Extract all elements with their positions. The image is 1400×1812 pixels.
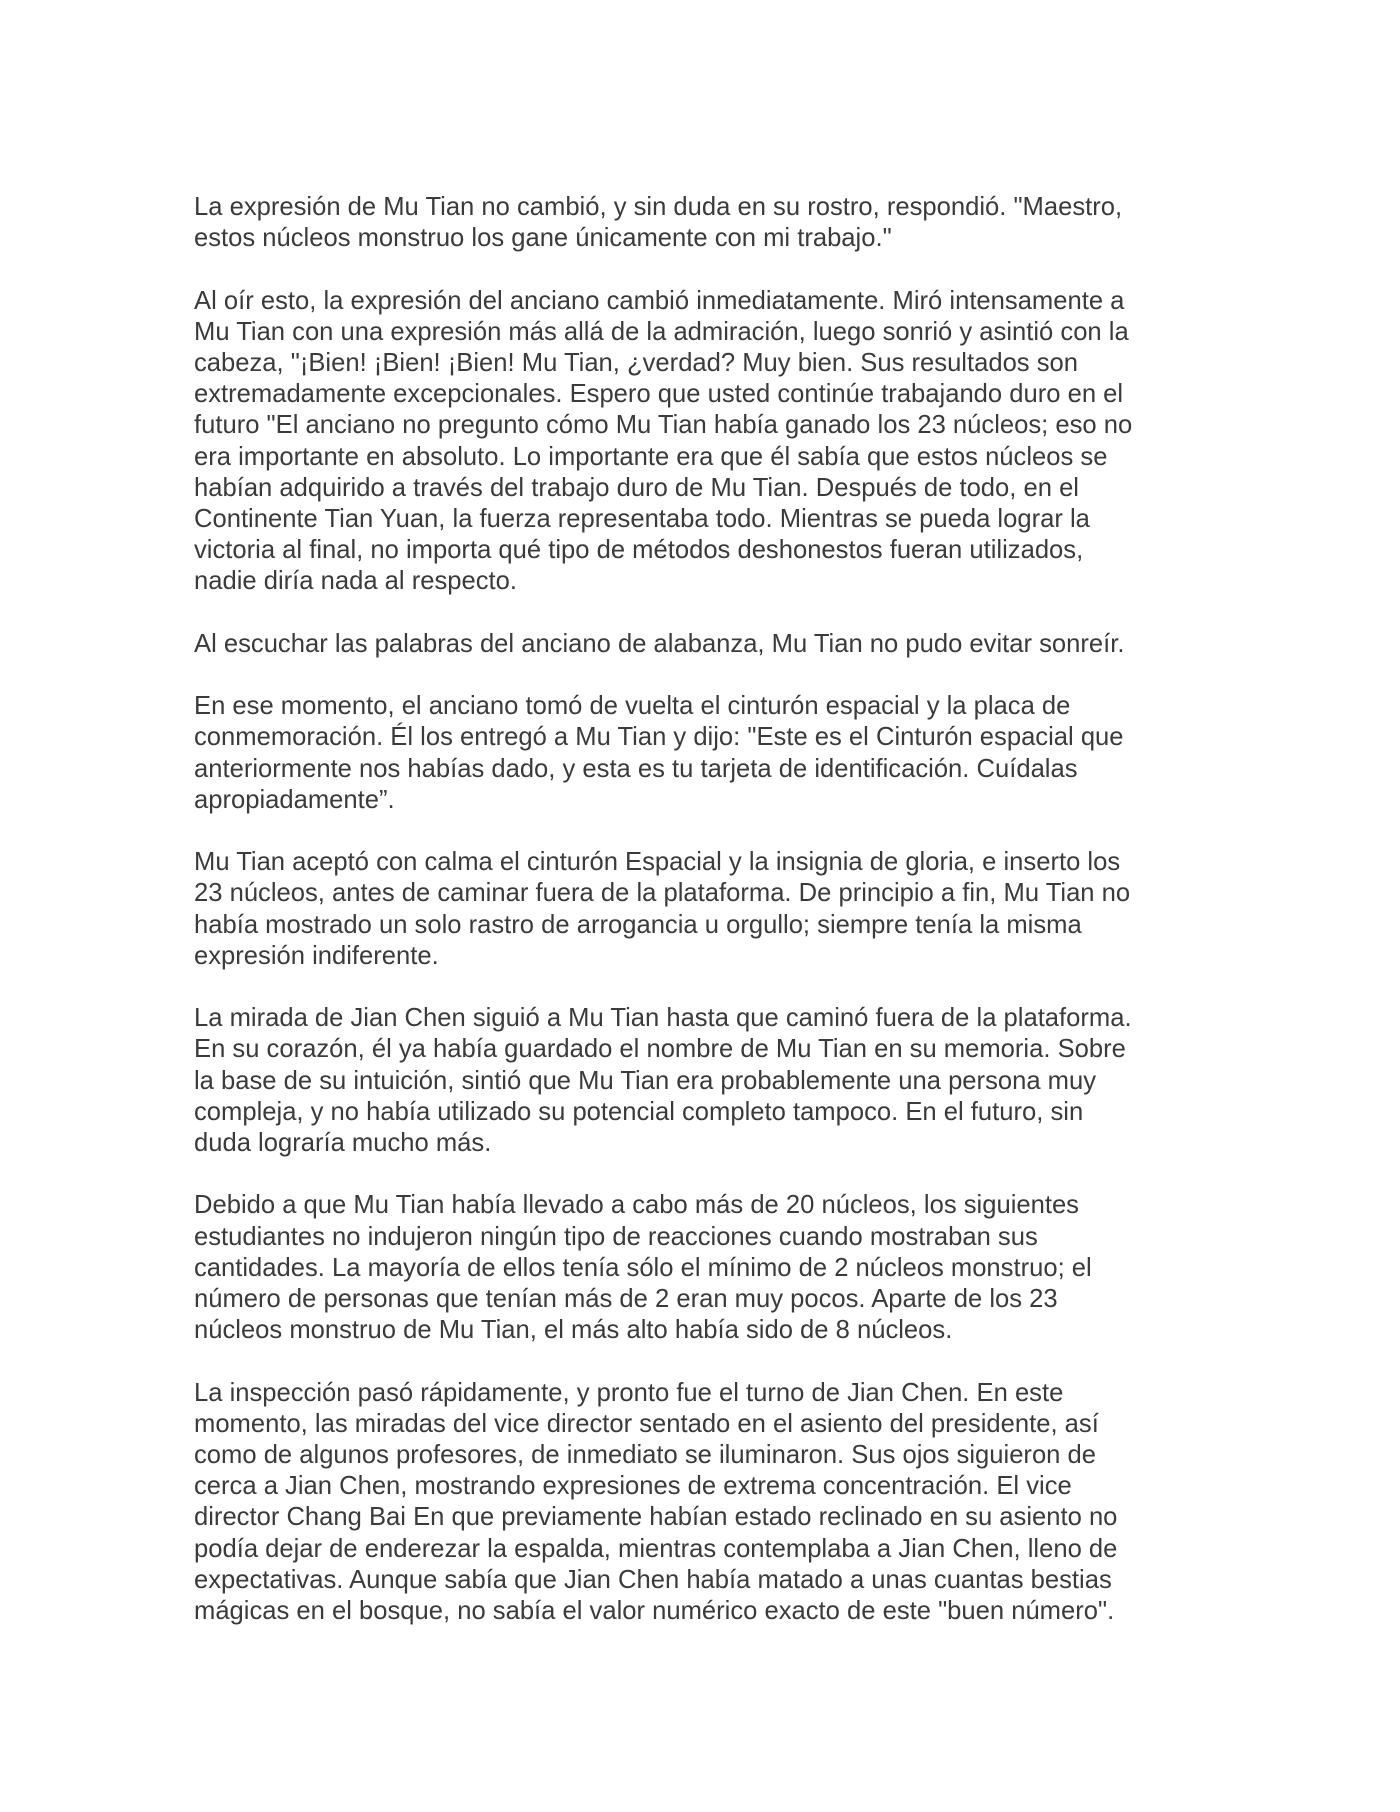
paragraph-7: Debido a que Mu Tian había llevado a cabo más de 20 núcleos, los siguientes estudiantes no indujeron ningún tipo de reacciones cuando mostraban sus cantidades. La mayoría de ellos tenía sólo el mínimo de 2 núcleos monstruo; el número de personas que tenían más de 2 eran muy pocos. Aparte de los 23 núcleos monstruo de Mu Tian, el más alto había sido de 8 núcleos. [194,1191,1092,1345]
paragraph-1: La expresión de Mu Tian no cambió, y sin duda en su rostro, respondió. "Maestro, estos núcleos monstruo los gane únicamente con mi trabajo." [194,193,1123,253]
paragraph-2: Al oír esto, la expresión del anciano cambió inmediatamente. Miró intensamente a Mu Tian con una expresión más allá de la admiración, luego sonrió y asintió con la cabeza, "¡Bien! ¡Bien! ¡Bien! Mu Tian, ¿verdad? Muy bien. Sus resultados son extremadamente excepcionales. Espero que usted continúe trabajando duro en el futuro "El anciano no pregunto cómo Mu Tian había ganado los 23 núcleos; eso no era importante en absoluto. Lo importante era que él sabía que estos núcleos se habían adquirido a través del trabajo duro de Mu Tian. Después de todo, en el Continente Tian Yuan, la fuerza representaba todo. Mientras se pueda lograr la victoria al final, no importa qué tipo de métodos deshonestos fueran utilizados, nadie diría nada al respecto. [194,286,1133,596]
paragraph-3: Al escuchar las palabras del anciano de alabanza, Mu Tian no pudo evitar sonreír. [194,629,1125,658]
paragraph-8: La inspección pasó rápidamente, y pronto fue el turno de Jian Chen. En este momento, las miradas del vice director sentado en el asiento del presidente, así como de algunos profesores, de inmediato se iluminaron. Sus ojos siguieron de cerca a Jian Chen, mostrando expresiones de extrema concentración. El vice director Chang Bai En que previamente habían estado reclinado en su asiento no podía dejar de enderezar la espalda, mientras contemplaba a Jian Chen, lleno de expectativas. Aunque sabía que Jian Chen había matado a unas cuantas bestias mágicas en el bosque, no sabía el valor numérico exacto de este "buen número". [194,1378,1118,1626]
document-body [194,192,1234,1627]
paragraph-6: La mirada de Jian Chen siguió a Mu Tian hasta que caminó fuera de la plataforma. En su corazón, él ya había guardado el nombre de Mu Tian en su memoria. Sobre la base de su intuición, sintió que Mu Tian era probablemente una persona muy compleja, y no había utilizado su potencial completo tampoco. En el futuro, sin duda lograría mucho más. [194,1004,1132,1158]
paragraph-4: En ese momento, el anciano tomó de vuelta el cinturón espacial y la placa de conmemoración. Él los entregó a Mu Tian y dijo: "Este es el Cinturón espacial que anteriormente nos habías dado, y esta es tu tarjeta de identificación. Cuídalas apropiadamente”. [194,692,1124,814]
paragraph-5: Mu Tian aceptó con calma el cinturón Espacial y la insignia de gloria, e inserto los 23 núcleos, antes de caminar fuera de la plataforma. De principio a fin, Mu Tian no había mostrado un solo rastro de arrogancia u orgullo; siempre tenía la misma expresión indiferente. [194,848,1131,970]
